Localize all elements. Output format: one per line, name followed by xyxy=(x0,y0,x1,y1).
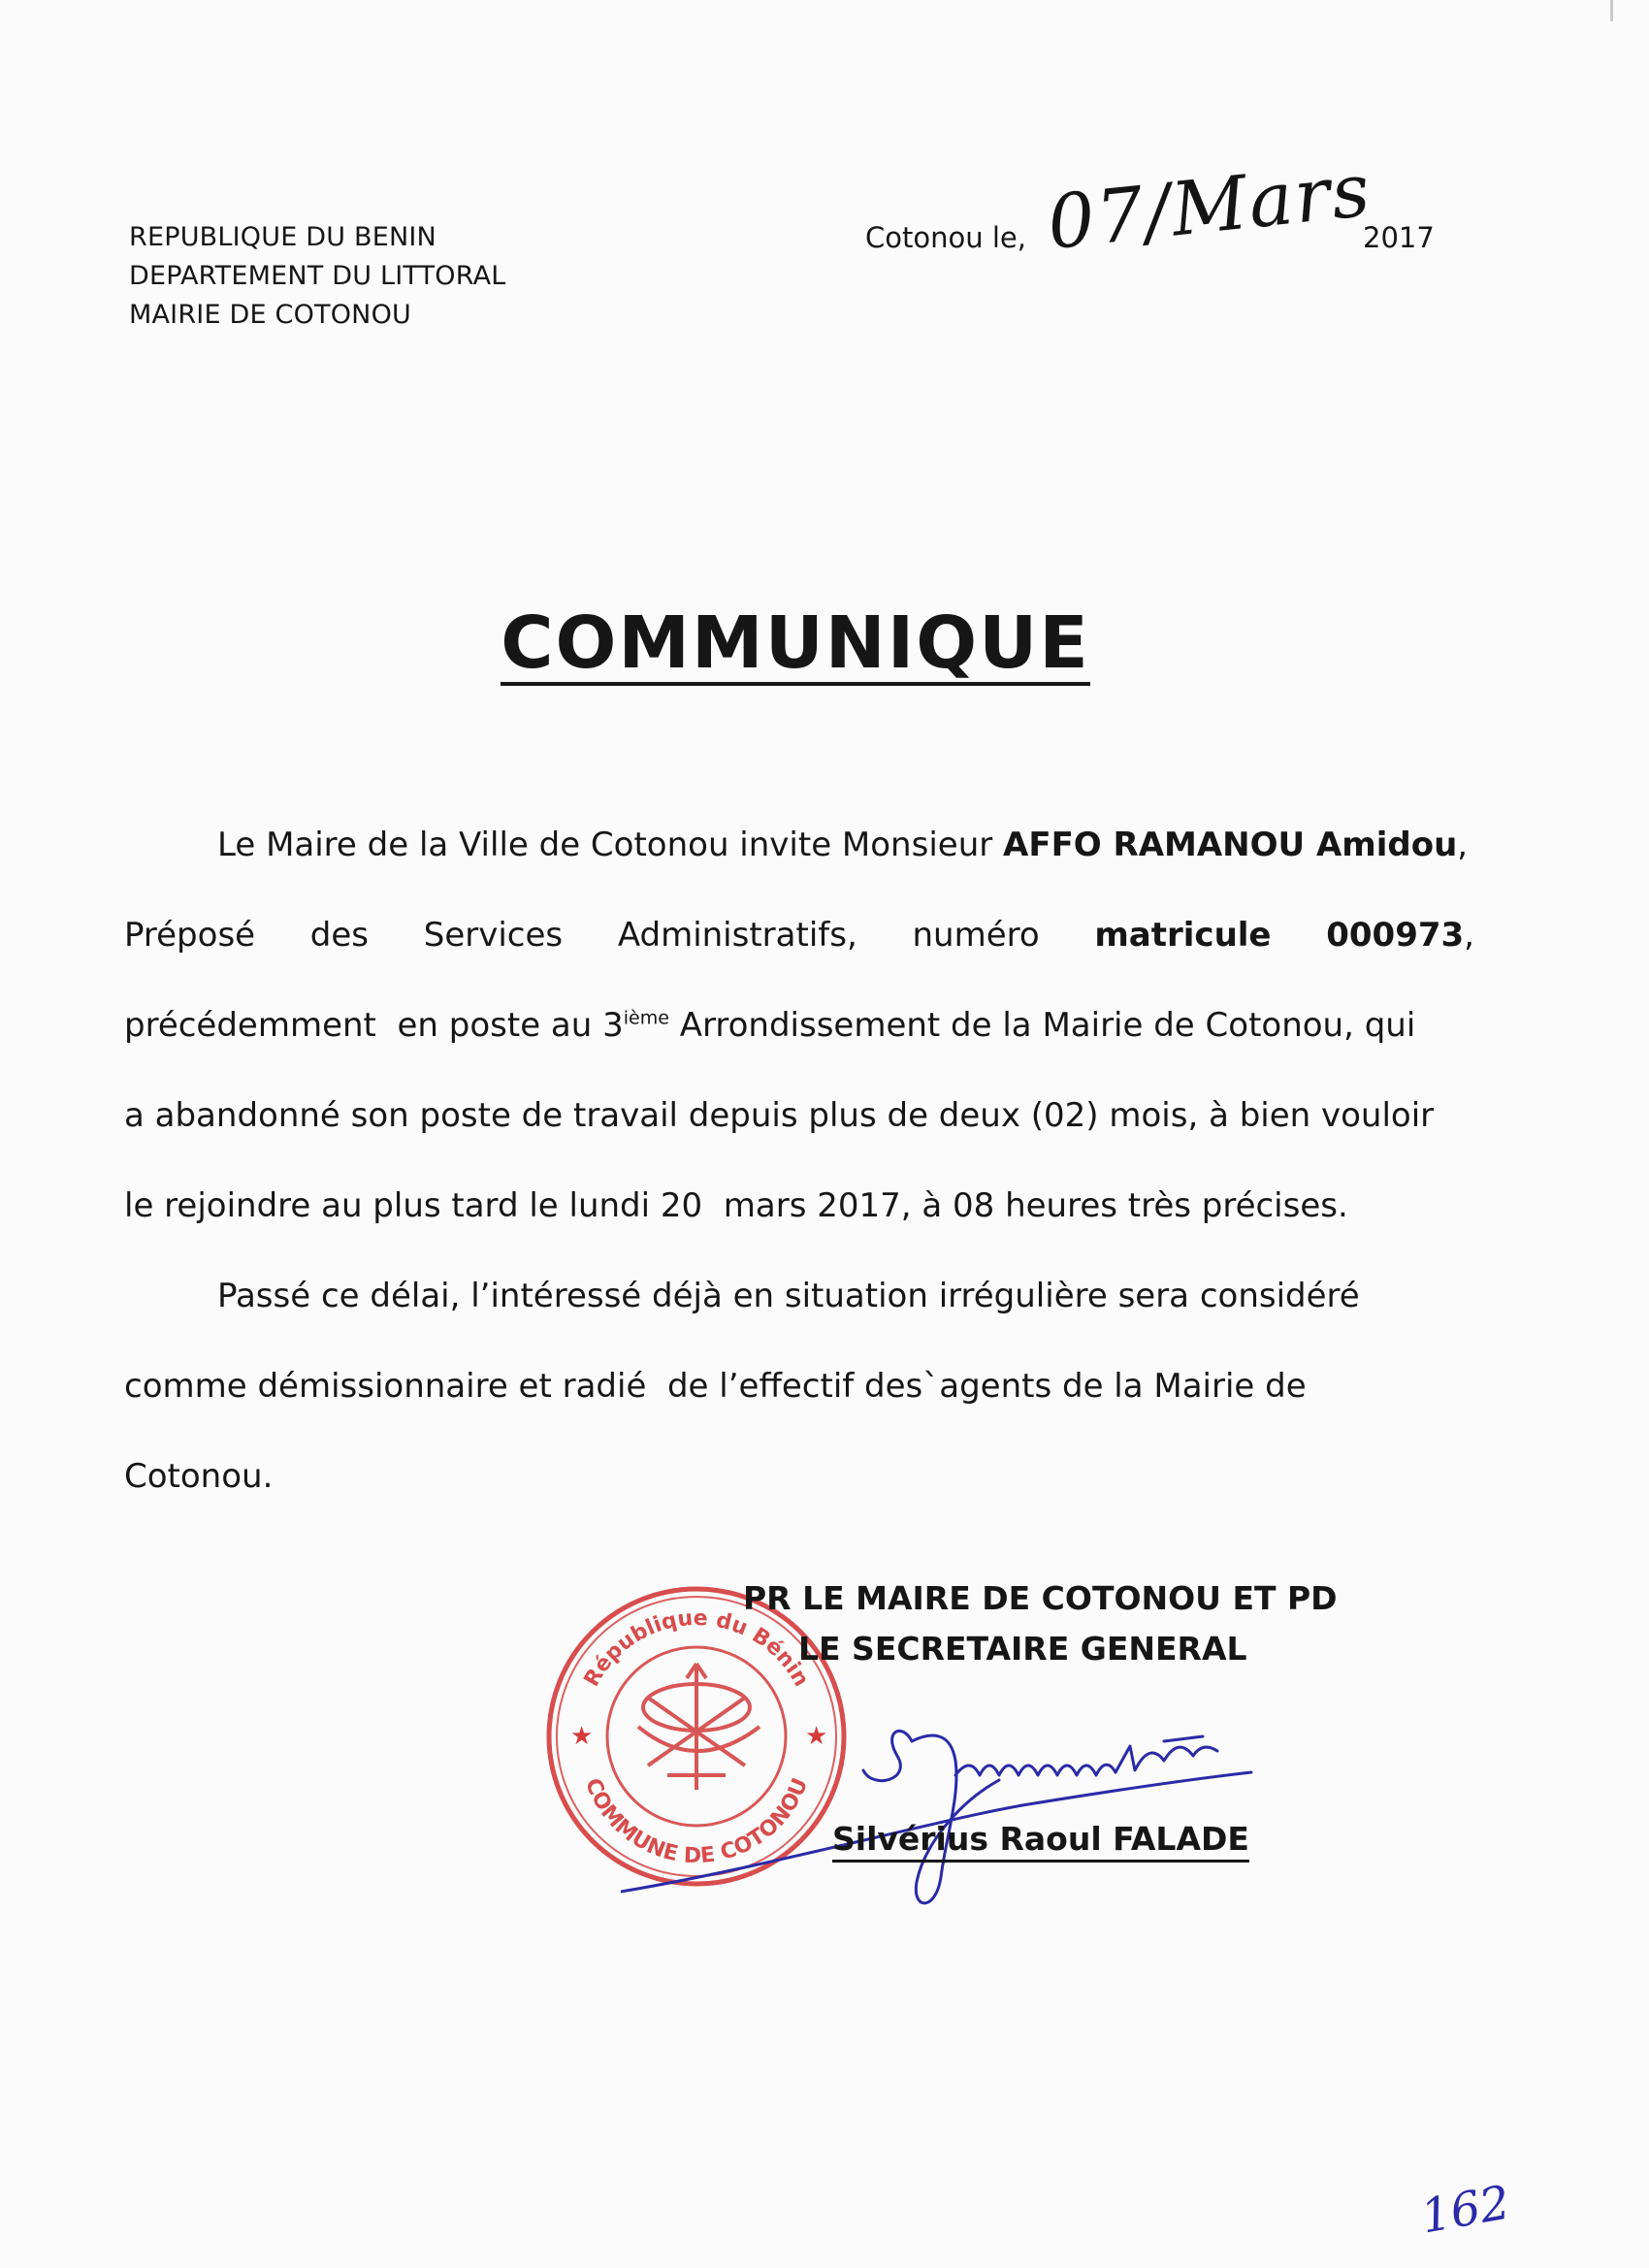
signature-title-line1: PR LE MAIRE DE COTONOU ET PD xyxy=(743,1579,1338,1617)
body-line: Passé ce délai, l’intéressé déjà en situation irrégulière sera considéré xyxy=(217,1277,1360,1315)
svg-text:★: ★ xyxy=(805,1722,828,1751)
document-title xyxy=(0,601,1591,686)
ordinal-superscript: ième xyxy=(623,1007,669,1029)
body-word: numéro xyxy=(912,916,1040,955)
matricule-group xyxy=(1326,891,1474,981)
body-line: le rejoindre au plus tard le lundi 20 mars 2017, à 08 heures très précises. xyxy=(124,1186,1348,1225)
body-line: a abandonné son poste de travail depuis plus de deux (02) mois, à bien vouloir xyxy=(124,1096,1435,1135)
handwritten-page-number: 162 xyxy=(1416,2175,1514,2245)
svg-text:★: ★ xyxy=(570,1722,594,1751)
body-line: comme démissionnaire et radié de l’effectif des`agents de la Mairie de xyxy=(124,1367,1307,1406)
body-text-segment: Arrondissement de la Mairie de Cotonou, qui xyxy=(668,1006,1416,1045)
matricule-label: matricule xyxy=(1094,916,1272,955)
body-text-segment: Le Maire de la Ville de Cotonou invite Monsieur xyxy=(217,826,1004,864)
date-year: 2017 xyxy=(1363,221,1435,254)
body-word: Préposé xyxy=(124,916,256,955)
signature-title-line2: LE SECRETAIRE GENERAL xyxy=(798,1630,1247,1668)
body-word: Administratifs, xyxy=(617,916,857,955)
communique-body xyxy=(124,800,1474,1522)
handwritten-date: 07/Mars xyxy=(1043,146,1375,266)
body-word: des xyxy=(309,916,370,955)
body-text-segment: , xyxy=(1464,916,1474,955)
body-line xyxy=(124,981,1474,1071)
body-line xyxy=(124,891,1474,981)
matricule-number: 000973 xyxy=(1326,916,1465,955)
body-text-segment: précédemment en poste au 3 xyxy=(124,1006,624,1045)
document-title-text: COMMUNIQUE xyxy=(501,601,1090,685)
body-text-segment: , xyxy=(1457,826,1469,864)
body-line xyxy=(124,800,1474,891)
letterhead-country: REPUBLIQUE DU BENIN xyxy=(129,222,436,252)
date-prefix: Cotonou le, xyxy=(865,221,1026,254)
employee-name: AFFO RAMANOU Amidou xyxy=(1003,826,1458,864)
letterhead-municipality: MAIRIE DE COTONOU xyxy=(129,300,411,330)
body-line: Cotonou. xyxy=(124,1457,274,1496)
signature-block xyxy=(743,1573,1338,1674)
stamp-top-text: République du Bénin xyxy=(579,1605,814,1692)
stamp-bottom-text: COMMUNE DE COTONOU xyxy=(579,1774,814,1869)
signatory-name: Silvérius Raoul FALADE xyxy=(832,1819,1249,1863)
letterhead-department: DEPARTEMENT DU LITTORAL xyxy=(129,261,506,291)
handwritten-signature xyxy=(621,1702,1319,1926)
body-word: Services xyxy=(423,916,564,955)
letterhead xyxy=(129,218,506,335)
scan-edge-mark xyxy=(1610,0,1613,21)
